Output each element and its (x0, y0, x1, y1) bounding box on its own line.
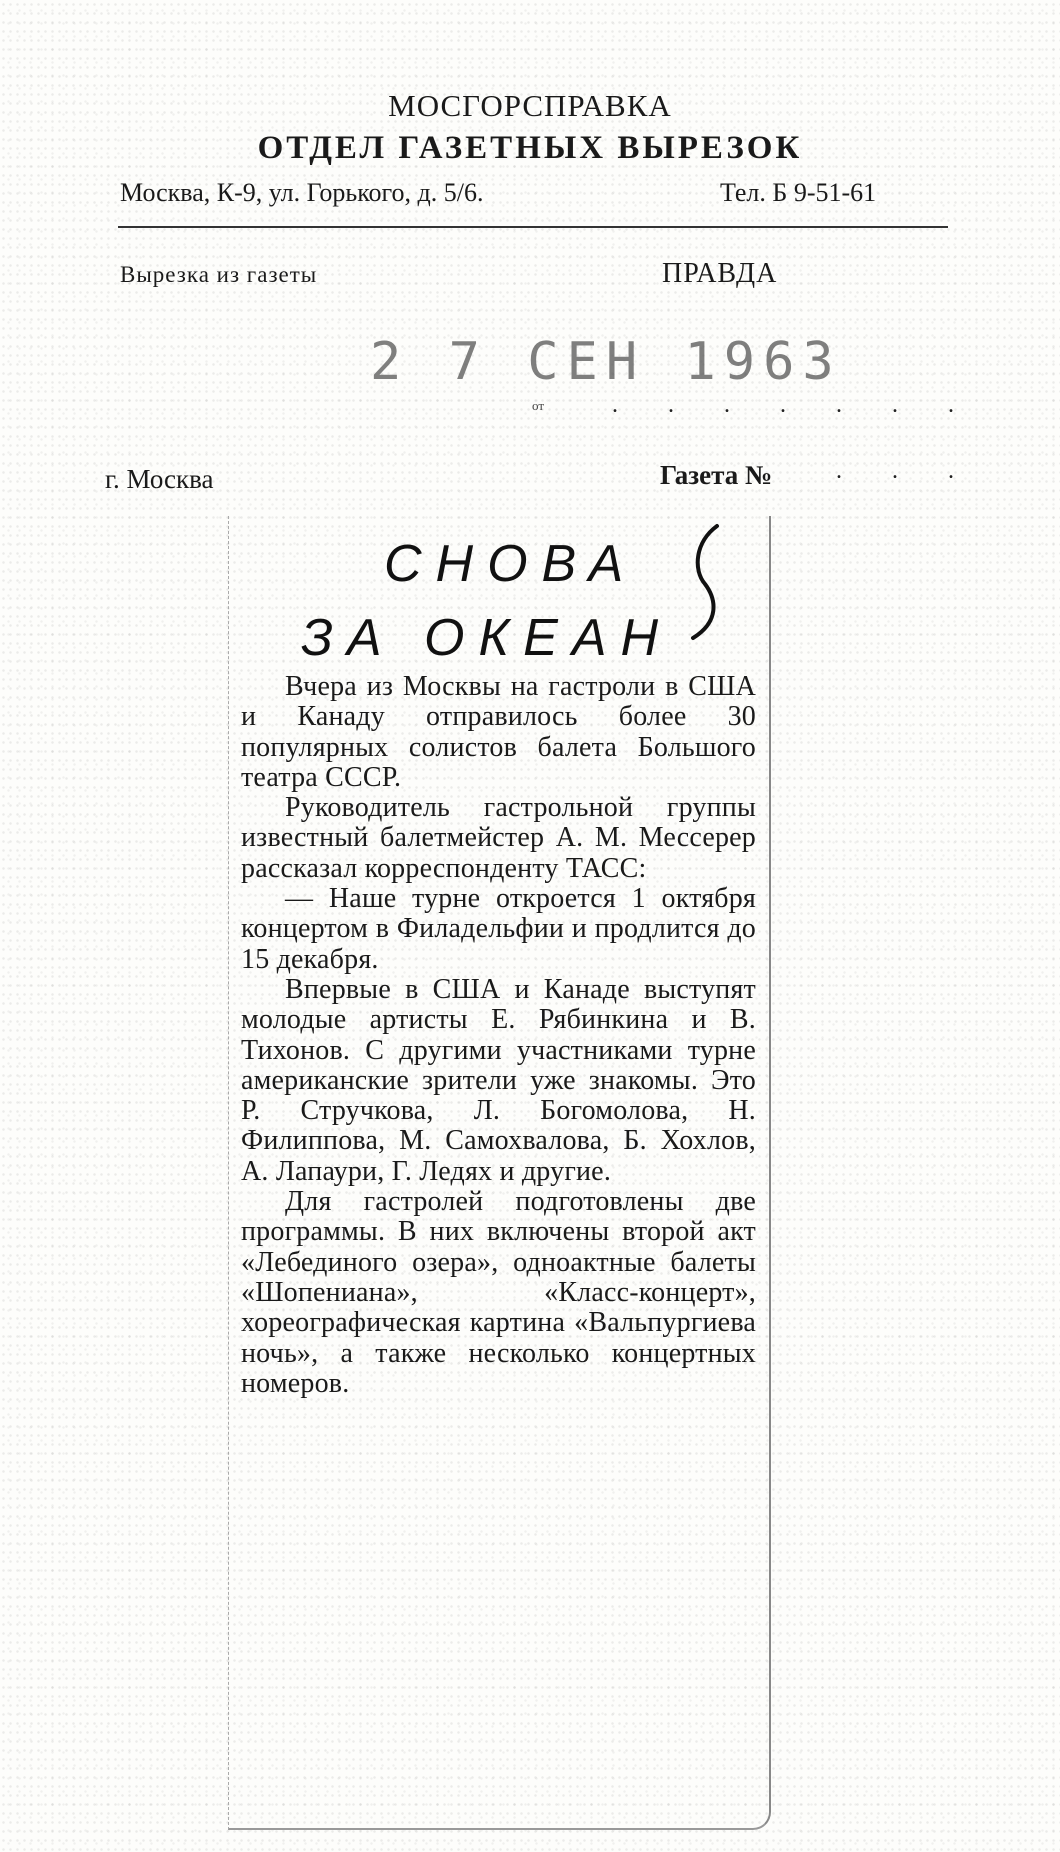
city-label: г. Москва (105, 464, 214, 494)
decorative-brace-icon (687, 522, 727, 642)
headline-line-2: ЗА ОКЕАН (301, 609, 673, 667)
date-stamp: 2 7 СЕН 1963 (370, 332, 842, 392)
clip-source-label: Вырезка из газеты (120, 262, 318, 287)
organization-name: МОСГОРСПРАВКА (388, 88, 672, 123)
article-paragraph: Впервые в США и Канаде выступят молодые артисты Е. Рябинкина и В. Тихонов. С другими участниками турне американские зрители уже знакомы. Это Р. Стручкова, Л. Богомолова, Н. Филиппова, М. Самохвалова, Б. Хохлов, А. Лапаури, Г. Ледях и другие. (241, 973, 756, 1187)
headline-line-1: СНОВА (384, 535, 638, 593)
article-body (241, 672, 756, 1399)
article-paragraph: Вчера из Москвы на гастроли в США и Канаду отправилось более 30 популярных солистов балета Большого театра СССР. (241, 671, 756, 793)
gazette-number-dots: . . . (836, 458, 976, 484)
article-paragraph: Руководитель гастрольной группы известный балетмейстер А. М. Мессерер рассказал корреспонденту ТАСС: (241, 792, 756, 884)
newspaper-name: ПРАВДА (662, 258, 778, 289)
organization-address: Москва, К-9, ул. Горького, д. 5/6. (120, 178, 484, 207)
department-name: ОТДЕЛ ГАЗЕТНЫХ ВЫРЕЗОК (257, 130, 803, 166)
header-divider (118, 226, 948, 228)
date-of-label: от (532, 398, 545, 413)
article-paragraph: — Наше турне откроется 1 октября концертом в Филадельфии и продлится до 15 декабря. (241, 883, 756, 975)
newspaper-clipping (228, 516, 771, 1830)
organization-phone: Тел. Б 9-51-61 (720, 178, 877, 207)
gazette-number-label: Газета № (660, 460, 773, 490)
article-paragraph: Для гастролей подготовлены две программы. В них включены второй акт «Лебединого озера», одноактные балеты «Шопениана», «Класс-концерт», хореографическая картина «Вальпургиева ночь», а также несколько концертных номеров. (241, 1186, 756, 1399)
date-fill-dots: . . . . . . . (612, 392, 976, 418)
